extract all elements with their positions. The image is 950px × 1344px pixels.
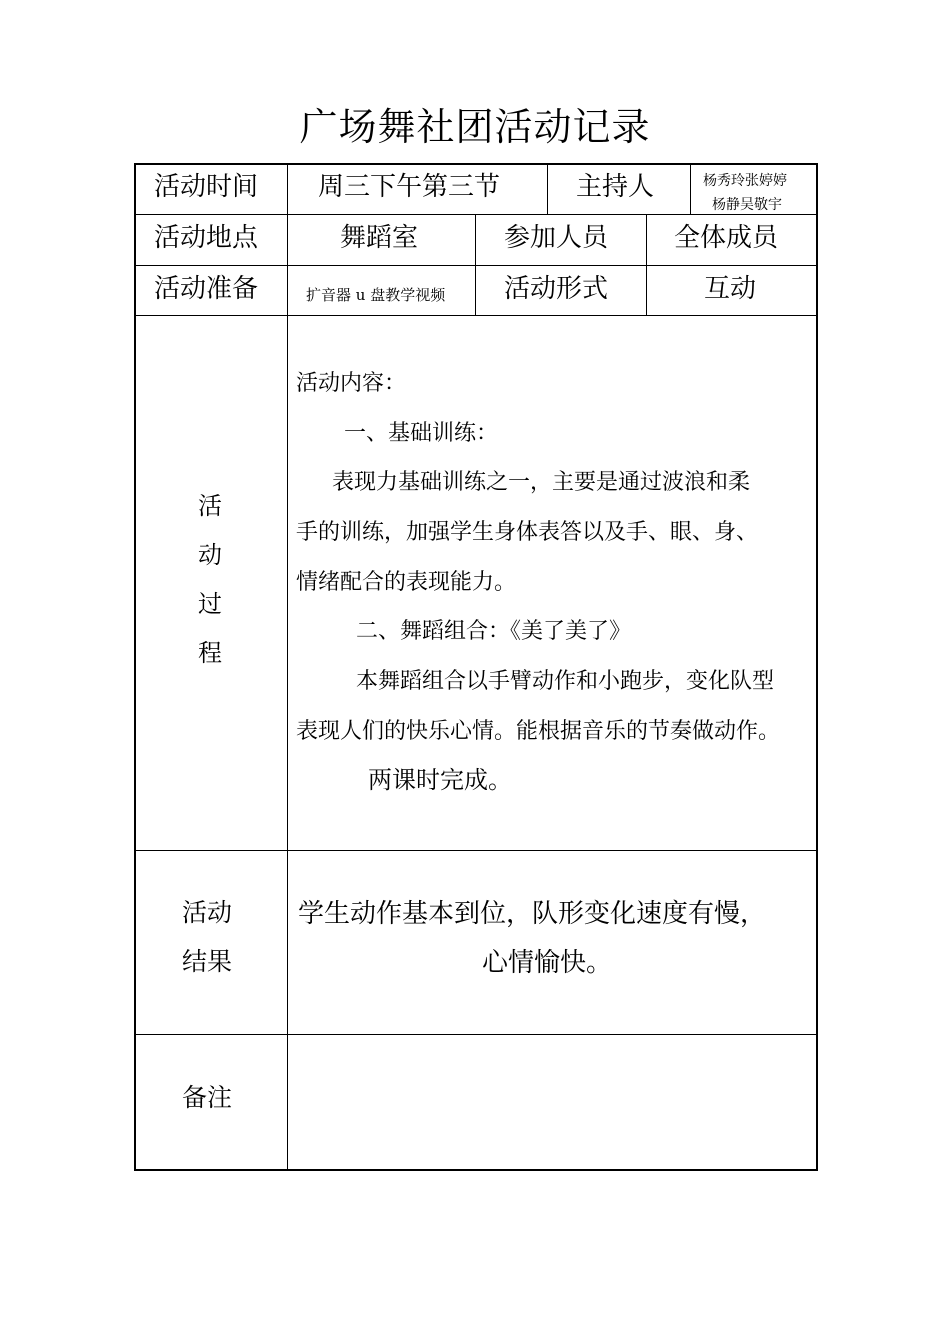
row-divider bbox=[134, 265, 818, 266]
process-line: 二、舞蹈组合：《美了美了》 bbox=[356, 619, 632, 644]
process-line: 活动内容： bbox=[296, 371, 407, 396]
process-label-char: 程 bbox=[198, 639, 222, 667]
process-line: 表现力基础训练之一，主要是通过波浪和柔 bbox=[332, 470, 751, 495]
column-divider bbox=[287, 163, 288, 1171]
activity-form-label: 活动形式 bbox=[504, 274, 609, 304]
row-divider bbox=[134, 315, 818, 316]
table-border-bottom bbox=[134, 1169, 818, 1171]
process-label-char: 动 bbox=[198, 541, 222, 569]
page-title: 广场舞社团活动记录 bbox=[299, 105, 651, 149]
process-line: 情绪配合的表现能力。 bbox=[296, 570, 517, 595]
activity-prep-value: 扩音器 u 盘教学视频 bbox=[306, 286, 446, 304]
column-divider bbox=[475, 214, 476, 315]
activity-time-value: 周三下午第三节 bbox=[318, 172, 501, 202]
host-names-line1: 杨秀玲张婷婷 bbox=[703, 173, 787, 189]
row-divider bbox=[134, 214, 818, 215]
process-line: 手的训练，加强学生身体表答以及手、眼、身、 bbox=[296, 520, 759, 545]
activity-place-value: 舞蹈室 bbox=[340, 223, 419, 253]
row-divider bbox=[134, 850, 818, 851]
activity-form-value: 互动 bbox=[704, 274, 757, 304]
host-names-line2: 杨静吴敬宇 bbox=[712, 197, 782, 213]
activity-time-label: 活动时间 bbox=[154, 172, 259, 202]
table-border-right bbox=[816, 163, 818, 1171]
process-line: 表现人们的快乐心情。能根据音乐的节奏做动作。 bbox=[296, 719, 781, 744]
result-line2: 心情愉快。 bbox=[482, 948, 613, 978]
row-divider bbox=[134, 1034, 818, 1035]
result-label-line2: 结果 bbox=[182, 947, 233, 976]
activity-prep-label: 活动准备 bbox=[154, 274, 259, 304]
table-border-top bbox=[134, 163, 818, 165]
column-divider bbox=[646, 214, 647, 315]
participants-value: 全体成员 bbox=[674, 223, 779, 253]
table-border-left bbox=[134, 163, 136, 1171]
process-label-char: 过 bbox=[198, 590, 222, 618]
column-divider bbox=[690, 163, 691, 214]
host-label: 主持人 bbox=[576, 172, 655, 202]
participants-label: 参加人员 bbox=[504, 223, 609, 253]
process-line: 一、基础训练： bbox=[344, 421, 499, 446]
result-line1: 学生动作基本到位，队形变化速度有慢， bbox=[298, 899, 767, 929]
process-line: 本舞蹈组合以手臂动作和小跑步，变化队型 bbox=[356, 669, 775, 694]
process-line: 两课时完成。 bbox=[368, 766, 512, 794]
result-label-line1: 活动 bbox=[182, 898, 233, 927]
remarks-label: 备注 bbox=[182, 1083, 233, 1112]
process-label-char: 活 bbox=[198, 492, 222, 520]
activity-place-label: 活动地点 bbox=[154, 223, 259, 253]
column-divider bbox=[547, 163, 548, 214]
